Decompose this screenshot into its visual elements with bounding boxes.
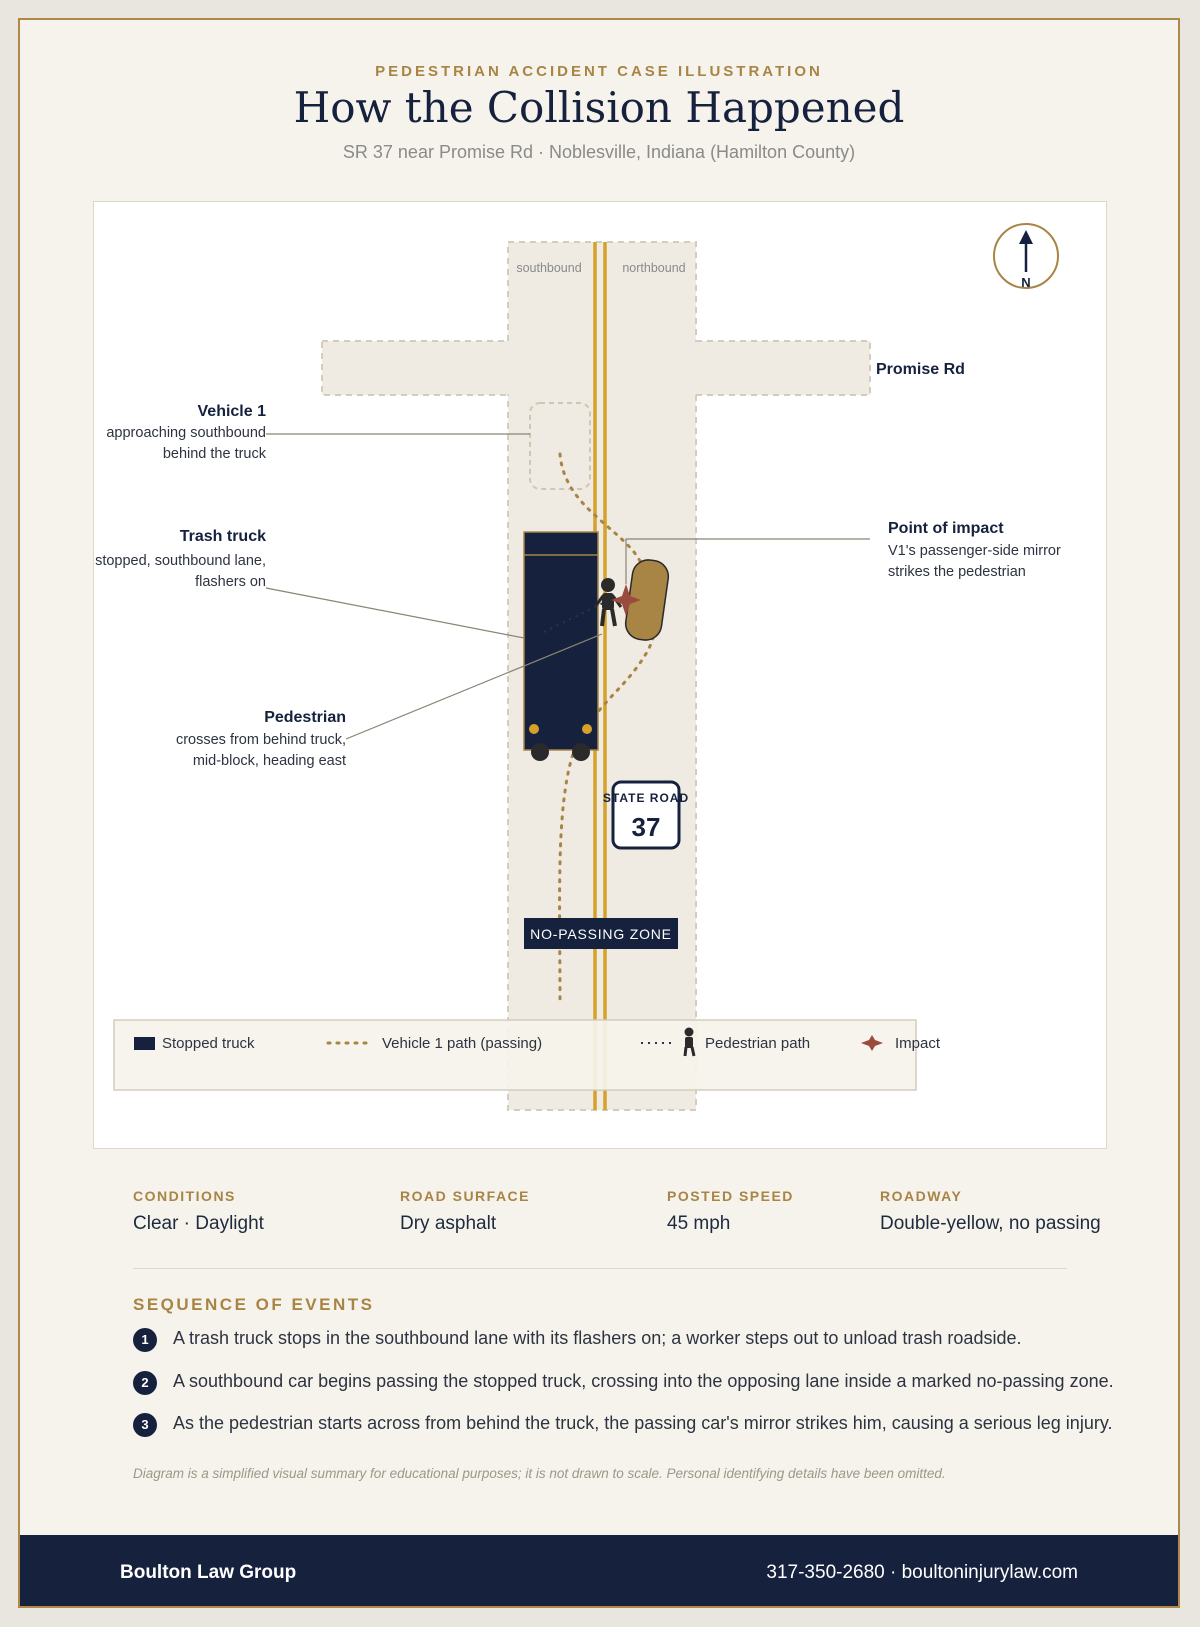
fact-roadway [880,1188,1101,1235]
fact-value: Double-yellow, no passing [880,1213,1101,1234]
fact-value: Dry asphalt [400,1213,497,1234]
location-subtitle: SR 37 near Promise Rd · Noblesville, Indiana (Hamilton County) [342,142,856,162]
fact-value: Clear · Daylight [133,1213,264,1234]
impact-callout-title: Point of impact [888,520,1004,537]
state-road-sign-number: 37 [631,812,661,842]
firm-name: Boulton Law Group [120,1562,297,1583]
southbound-label: southbound [516,261,582,275]
pedestrian-callout-title: Pedestrian [264,709,346,726]
truck-callout-title: Trash truck [179,528,266,545]
no-passing-zone-text: NO-PASSING ZONE [530,926,672,942]
fact-label: CONDITIONS [133,1188,236,1204]
impact-callout-line1: V1's passenger-side mirror [888,543,1061,559]
no-passing-zone-sign [524,918,678,949]
impact-callout-line2: strikes the pedestrian [888,564,1026,580]
legend-vehicle-path-label: Vehicle 1 path (passing) [382,1035,543,1052]
compass-letter: N [1021,275,1031,290]
truck-wheel-right [572,743,590,761]
fact-posted-speed [667,1188,794,1235]
infographic-frame [18,18,1180,1608]
truck-wheel-left [531,743,549,761]
page-title: How the Collision Happened [293,83,905,132]
sequence-item [133,1369,1173,1412]
sequence-heading: SEQUENCE OF EVENTS [133,1295,375,1314]
sequence-list [133,1326,1173,1454]
legend-box [114,1020,916,1090]
footer-bar [20,1535,1178,1608]
step-number-badge: 3 [133,1413,157,1437]
flasher-right-icon [582,724,592,734]
fact-label: ROAD SURFACE [400,1188,531,1204]
vehicle1-callout-line1: approaching southbound [106,425,266,441]
state-road-sign-caption: STATE ROAD [602,791,690,805]
truck-body [524,532,598,750]
contact-info: 317-350-2680 · boultoninjurylaw.com [766,1562,1078,1583]
diagram-svg [94,202,1108,1150]
truck-leader [266,588,524,638]
northbound-label: northbound [622,261,686,275]
step-number-badge: 2 [133,1371,157,1395]
step-number-badge: 1 [133,1328,157,1352]
legend-truck-label: Stopped truck [162,1035,255,1052]
truck-callout-line1: stopped, southbound lane, [95,553,266,569]
fact-label: ROADWAY [880,1188,963,1204]
compass-rose [994,224,1058,290]
promise-rd-west [322,341,508,395]
flasher-left-icon [529,724,539,734]
intersection [507,342,697,394]
section-divider [133,1268,1067,1269]
pedestrian-callout-line2: mid-block, heading east [192,753,346,769]
pedestrian-callout-line1: crosses from behind truck, [175,732,346,748]
pedestrian-head [601,578,615,592]
step-text: A southbound car begins passing the stopped truck, crossing into the opposing lane inside a marked no-passing zone. [173,1370,1114,1391]
trash-truck [524,532,598,761]
legend-pedestrian-path-label: Pedestrian path [705,1035,811,1052]
cross-street-label: Promise Rd [876,361,965,378]
step-text: As the pedestrian starts across from behind the truck, the passing car's mirror strikes him, causing a serious leg injury. [173,1413,1113,1433]
fact-label: POSTED SPEED [667,1188,794,1204]
fact-road-surface [400,1188,530,1235]
fact-value: 45 mph [667,1213,731,1234]
vehicle1-callout-title: Vehicle 1 [197,403,266,420]
pedestrian-leg-left [602,609,604,626]
vehicle1-callout-line2: behind the truck [162,446,266,462]
legend-impact-label: Impact [895,1035,941,1052]
state-road-sign [603,782,689,848]
disclaimer: Diagram is a simplified visual summary for educational purposes; it is not drawn to scale. Personal identifying details have been omitted. [133,1466,946,1481]
legend [114,1020,941,1090]
legend-truck-swatch [134,1037,155,1050]
sequence-item [133,1411,1173,1454]
kicker: PEDESTRIAN ACCIDENT CASE ILLUSTRATION [375,63,823,80]
fact-conditions [133,1188,264,1235]
truck-callout-line2: flashers on [195,574,266,590]
collision-diagram [93,201,1107,1149]
promise-rd-east [696,341,870,395]
sequence-item [133,1326,1173,1369]
step-text: A trash truck stops in the southbound lane with its flashers on; a worker steps out to unload trash roadside. [173,1328,1022,1348]
pedestrian-torso [602,593,614,610]
